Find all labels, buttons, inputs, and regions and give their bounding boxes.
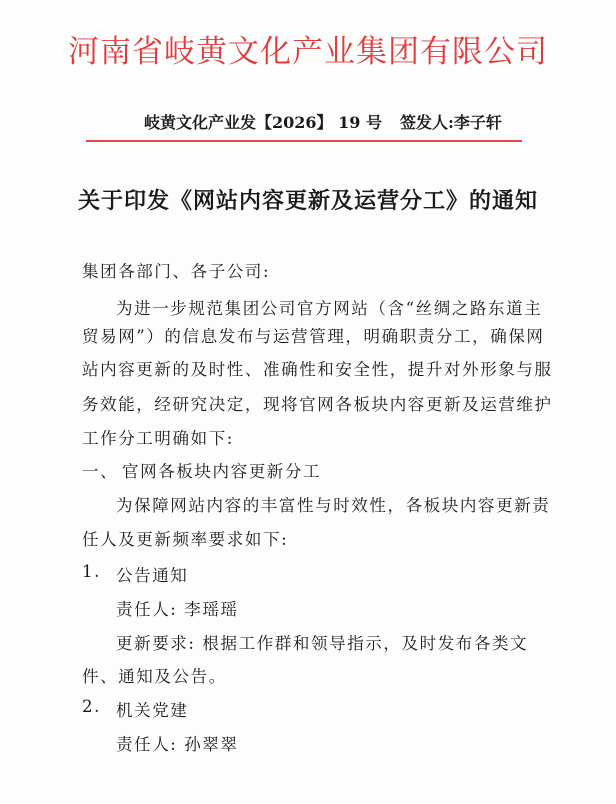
doc-signer: 签发人:李子轩	[399, 113, 502, 132]
section-line: 任人及更新频率要求如下:	[82, 530, 289, 549]
intro-line: 工作分工明确如下:	[82, 429, 234, 448]
section-line: 为保障网站内容的丰富性与时效性，各板块内容更新责	[116, 496, 551, 515]
red-divider	[86, 140, 522, 142]
intro-line: 站内容更新的及时性、准确性和安全性，提升对外形象与服	[82, 360, 553, 379]
intro-line: 为进一步规范集团公司官方网站（含“丝绸之路东道主	[116, 299, 543, 318]
item-responsible: 责任人: 李瑶瑶	[116, 600, 239, 619]
doc-code: 岐黄文化产业发【2026】 19 号	[144, 113, 382, 132]
item-requirement-line: 件、通知及公告。	[82, 667, 227, 686]
doc-number-line	[144, 110, 520, 133]
doc-title: 关于印发《网站内容更新及运营分工》的通知	[77, 188, 538, 214]
intro-line: 贸易网”）的信息发布与运营管理，明确职责分工，确保网	[82, 327, 545, 346]
item-heading: 机关党建	[116, 701, 189, 720]
item-requirement-line: 更新要求: 根据工作群和领导指示，及时发布各类文	[116, 634, 529, 653]
item-responsible: 责任人: 孙翠翠	[116, 735, 239, 754]
item-number: 2.	[82, 697, 101, 716]
intro-line: 务效能，经研究决定，现将官网各板块内容更新及运营维护	[82, 395, 553, 414]
section-heading: 官网各板块内容更新分工	[122, 462, 322, 481]
section-number: 一、	[82, 462, 119, 481]
salutation: 集团各部门、各子公司:	[82, 262, 271, 281]
item-number: 1.	[82, 562, 101, 581]
org-letterhead: 河南省岐黄文化产业集团有限公司	[68, 34, 548, 70]
item-heading: 公告通知	[116, 566, 189, 585]
